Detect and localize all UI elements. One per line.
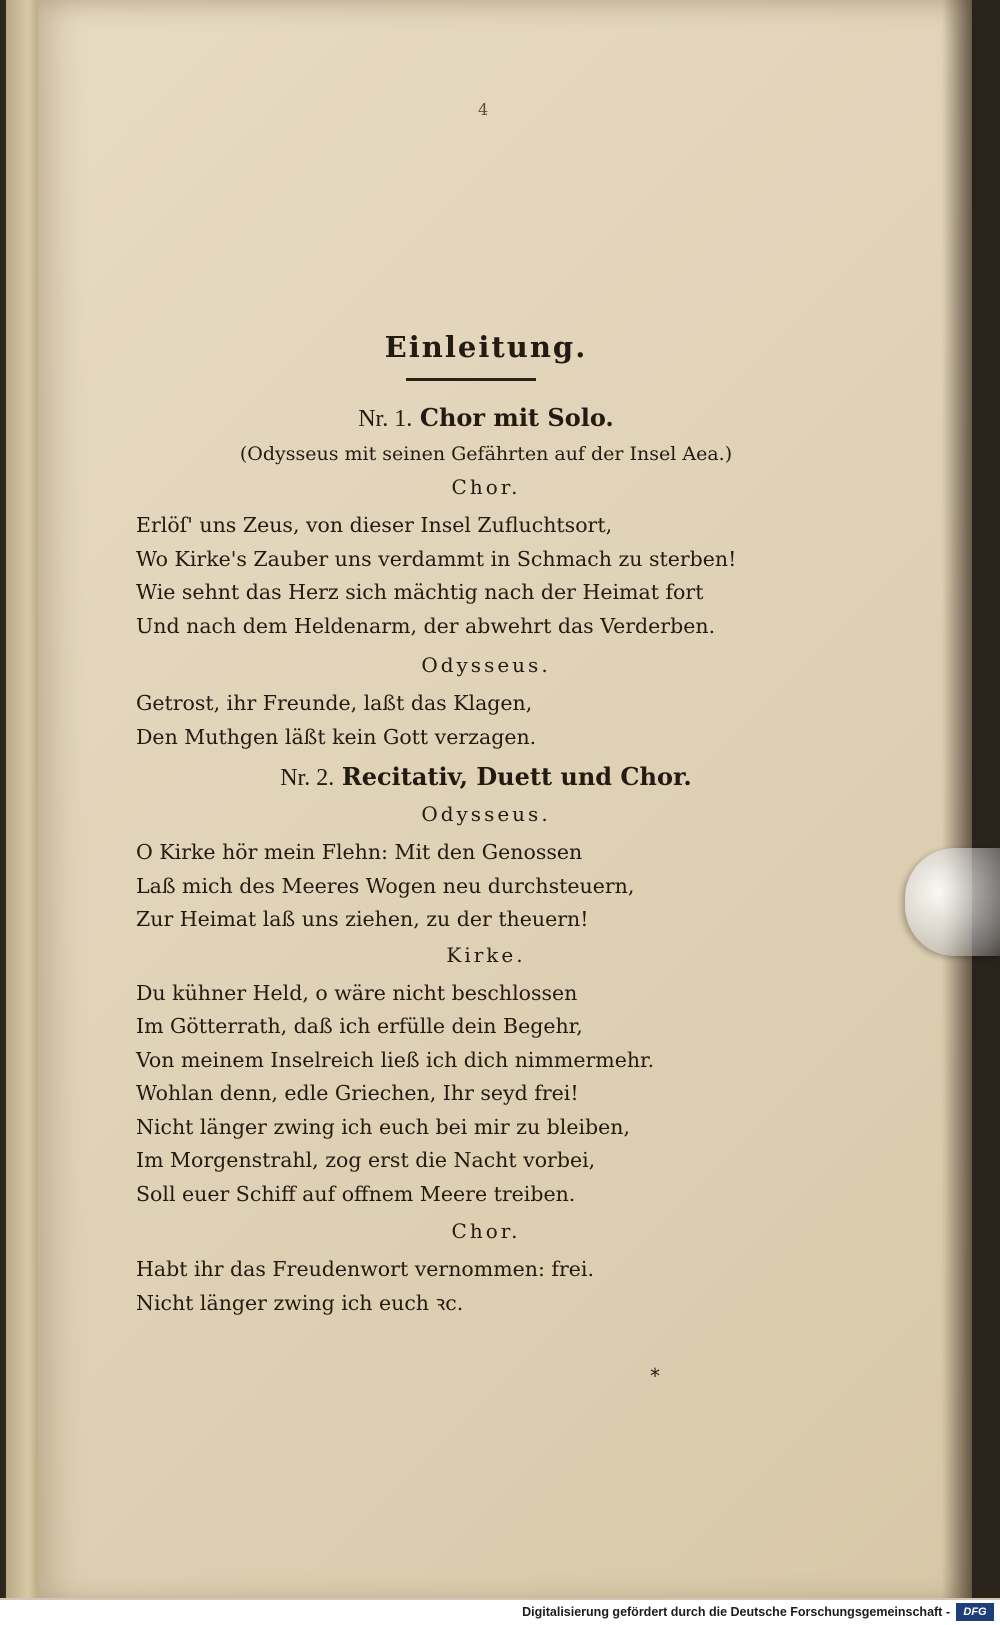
funding-credit: Digitalisierung gefördert durch die Deutsche Forschungsgemeinschaft - bbox=[522, 1605, 950, 1619]
verse-line: Nicht länger zwing ich euch ꝛc. bbox=[136, 1290, 464, 1315]
verse-line: Erlöſ' uns Zeus, von dieser Insel Zufluchtsort, bbox=[136, 513, 613, 537]
page-heading: Einleitung. bbox=[384, 330, 588, 364]
section-subtitle: (Odysseus mit seinen Gefährten auf der Insel Aea.) bbox=[239, 443, 733, 465]
speaker-name: Kirke. bbox=[446, 942, 526, 967]
dfg-logo: DFG bbox=[956, 1603, 994, 1621]
verse-line: Wohlan denn, edle Griechen, Ihr seyd frei! bbox=[136, 1081, 579, 1105]
page-number: 4 bbox=[478, 100, 489, 119]
verse-line: Nicht länger zwing ich euch bei mir zu bleiben, bbox=[136, 1114, 631, 1139]
verse-line: Im Götterrath, daß ich erfülle dein Begehr, bbox=[136, 1014, 583, 1038]
section-label: Recitativ, Duett und Chor. bbox=[341, 762, 692, 791]
verse-line: Zur Heimat laß uns ziehen, zu der theuern! bbox=[136, 907, 589, 931]
verse-line: Wie sehnt das Herz sich mächtig nach der Heimat fort bbox=[136, 580, 704, 604]
verse-line: Soll euer Schiff auf offnem Meere treiben. bbox=[136, 1181, 576, 1206]
section-number: Nr. 2. bbox=[280, 765, 335, 791]
page-clip bbox=[905, 848, 1000, 956]
section-title bbox=[136, 762, 836, 792]
end-mark: * bbox=[650, 1364, 660, 1388]
verse-line: Den Muthgen läßt kein Gott verzagen. bbox=[136, 724, 537, 749]
speaker-name: Chor. bbox=[451, 1219, 521, 1243]
verse-line: Du kühner Held, o wäre nicht beschlossen bbox=[136, 980, 578, 1005]
speaker-name: Odysseus. bbox=[421, 653, 551, 677]
page-fold-shadow bbox=[942, 0, 972, 1605]
verse-line: Habt ihr das Freudenwort vernommen: frei. bbox=[136, 1257, 594, 1281]
page-text bbox=[136, 330, 836, 1320]
verse-line: Im Morgenstrahl, zog erst die Nacht vorbei, bbox=[136, 1148, 596, 1172]
verse-line: Von meinem Inselreich ließ ich dich nimmermehr. bbox=[136, 1047, 655, 1072]
speaker-name: Chor. bbox=[451, 475, 521, 499]
speaker-name: Odysseus. bbox=[421, 802, 551, 826]
verse-line: O Kirke hör mein Flehn: Mit den Genossen bbox=[136, 840, 583, 864]
verse-line: Wo Kirke's Zauber uns verdammt in Schmach zu sterben! bbox=[136, 546, 737, 571]
section-number: Nr. 1. bbox=[358, 406, 413, 432]
verse-line: Getrost, ihr Freunde, laßt das Klagen, bbox=[136, 691, 533, 715]
section-label: Chor mit Solo. bbox=[419, 403, 614, 432]
section-title bbox=[136, 403, 836, 433]
heading-rule bbox=[406, 378, 536, 381]
verse-line: Und nach dem Heldenarm, der abwehrt das Verderben. bbox=[136, 613, 716, 638]
verse-line: Laß mich des Meeres Wogen neu durchsteuern, bbox=[136, 873, 635, 898]
